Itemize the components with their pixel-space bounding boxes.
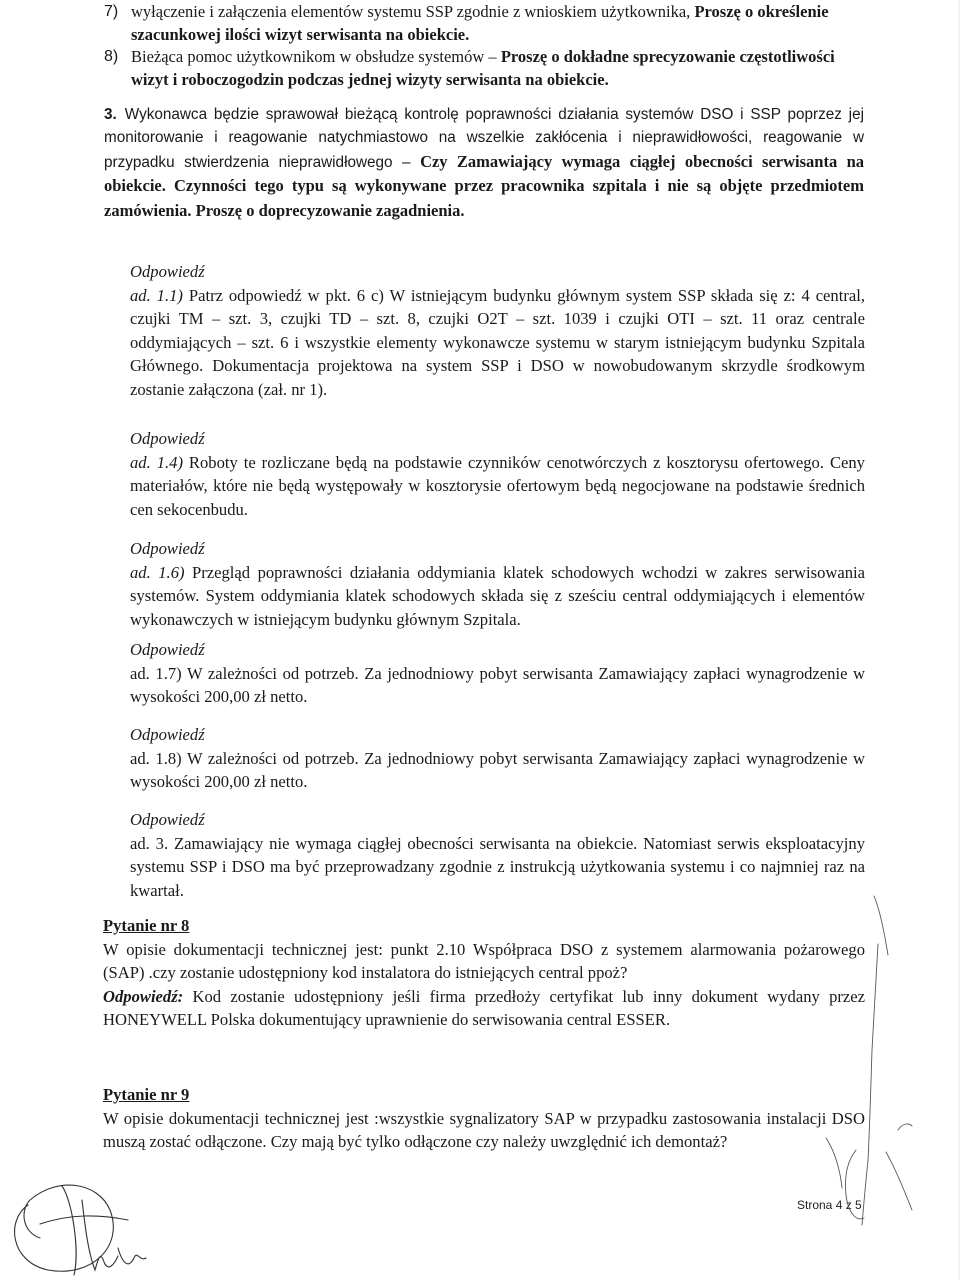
answer-ref: ad. 3. [130,833,169,853]
question-answer-body: Kod zostanie udostępniony jeśli firma przedłoży certyfikat lub inny dokument wydany przez HONEYWELL Polska dokumentujący uprawnienie do serwisowania central ESSER. [103,986,865,1029]
question-title: Pytanie nr 9 [103,1085,190,1104]
list-item-number: 7) [104,3,119,20]
answer-label: Odpowiedź [130,810,205,829]
question-text: W opisie dokumentacji technicznej jest: punkt 2.10 Współpraca DSO z systemem alarmowania pożarowego (SAP) .czy zostanie udostępniony kod instalatora do istniejących central ppoż? [103,939,865,982]
answer-ref: ad. 1.6) [130,562,185,582]
answer-body: W zależności od potrzeb. Za jednodniowy pobyt serwisanta Zamawiający zapłaci wynagrodzenie w wysokości 200,00 zł netto. [130,663,865,706]
margin-scribble-icon [826,896,912,1225]
answer-ref: ad. 1.1) [130,285,183,305]
list-item-text-plain: Bieżąca pomoc użytkownikom w obsłudze systemów – [131,47,501,66]
page-number: Strona 4 z 5 [797,1198,862,1212]
signature-icon [15,1185,146,1275]
answer-body: Zamawiający nie wymaga ciągłej obecności serwisanta na obiekcie. Natomiast serwis eksploatacyjny systemu SSP i DSO ma być przeprowadzany zgodnie z instrukcją użytkowania systemu i co najmniej raz na kwartał. [130,833,865,900]
section-number: 3. [104,106,117,123]
list-item-text-bold: Proszę o określenie szacunkowej ilości wizyt serwisanta na obiekcie. [131,2,829,44]
answer-label: Odpowiedź [130,262,205,281]
question-answer-label: Odpowiedź: [103,986,184,1006]
answer-body: W zależności od potrzeb. Za jednodniowy pobyt serwisanta Zamawiający zapłaci wynagrodzenie w wysokości 200,00 zł netto. [130,748,865,791]
section-text-plain: Wykonawca będzie sprawował bieżącą kontrolę poprawności działania systemów DSO i SSP poprzez jej monitorowanie i reagowanie natychmiastowo na wszelkie zakłócenia i nieprawidłowości, reagowanie w przypadku stwierdzenia nieprawidłowego – [104,106,864,171]
answer-label: Odpowiedź [130,725,205,744]
list-item-text-bold: Proszę o dokładne sprecyzowanie częstotliwości wizyt i roboczogodzin podczas jednej wizyty serwisanta na obiekcie. [131,47,835,89]
answer-body: Patrz odpowiedź w pkt. 6 c) W istniejącym budynku głównym system SSP składa się z: 4 central, czujki TM – szt. 3, czujki TD – szt. 8, czujki O2T – szt. 1039 i czujki OTI – szt. 11 oraz centrale oddymiających – szt. 6 i wszystkie elementy wykonawcze systemu w starym istniejącym budynku Szpitala Głównego. Dokumentacja projektowa na system SSP i DSO w nowobudowanym skrzydle środkowym zostanie załączona (zał. nr 1). [130,285,865,399]
answer-body: Przegląd poprawności działania oddymiania klatek schodowych wchodzi w zakres serwisowania systemów. System oddymiania klatek schodowych składa się z sześciu central oddymiających i elementów wykonawczych w istniejącym budynku głównym Szpitala. [130,562,865,629]
question-text: W opisie dokumentacji technicznej jest :wszystkie sygnalizatory SAP w przypadku zastosowania instalacji DSO muszą zostać odłączone. Czy mają być tylko odłączone czy należy uwzględnić ich demontaż? [103,1108,865,1151]
section-text-bold: Czy Zamawiający wymaga ciągłej obecności serwisanta na obiekcie. Czynności tego typu są wykonywane przez pracownika szpitala i nie są objęte przedmiotem zamówienia. Proszę o doprecyzowanie zagadnienia. [104,151,864,220]
question-title: Pytanie nr 8 [103,916,190,935]
answer-ref: ad. 1.7) [130,663,182,683]
answer-label: Odpowiedź [130,429,205,448]
list-item-number: 8) [104,48,119,65]
answer-body: Roboty te rozliczane będą na podstawie czynników cenotwórczych z kosztorysu ofertowego. Ceny materiałów, które nie będą występowały w kosztorysie ofertowym będą negocjowane na podstawie średnich cen sekocenbudu. [130,452,865,519]
answer-ref: ad. 1.4) [130,452,183,472]
answer-label: Odpowiedź [130,640,205,659]
answer-label: Odpowiedź [130,539,205,558]
list-item-text-plain: wyłączenie i załączenia elementów systemu SSP zgodnie z wnioskiem użytkownika, [131,2,695,21]
answer-ref: ad. 1.8) [130,748,182,768]
